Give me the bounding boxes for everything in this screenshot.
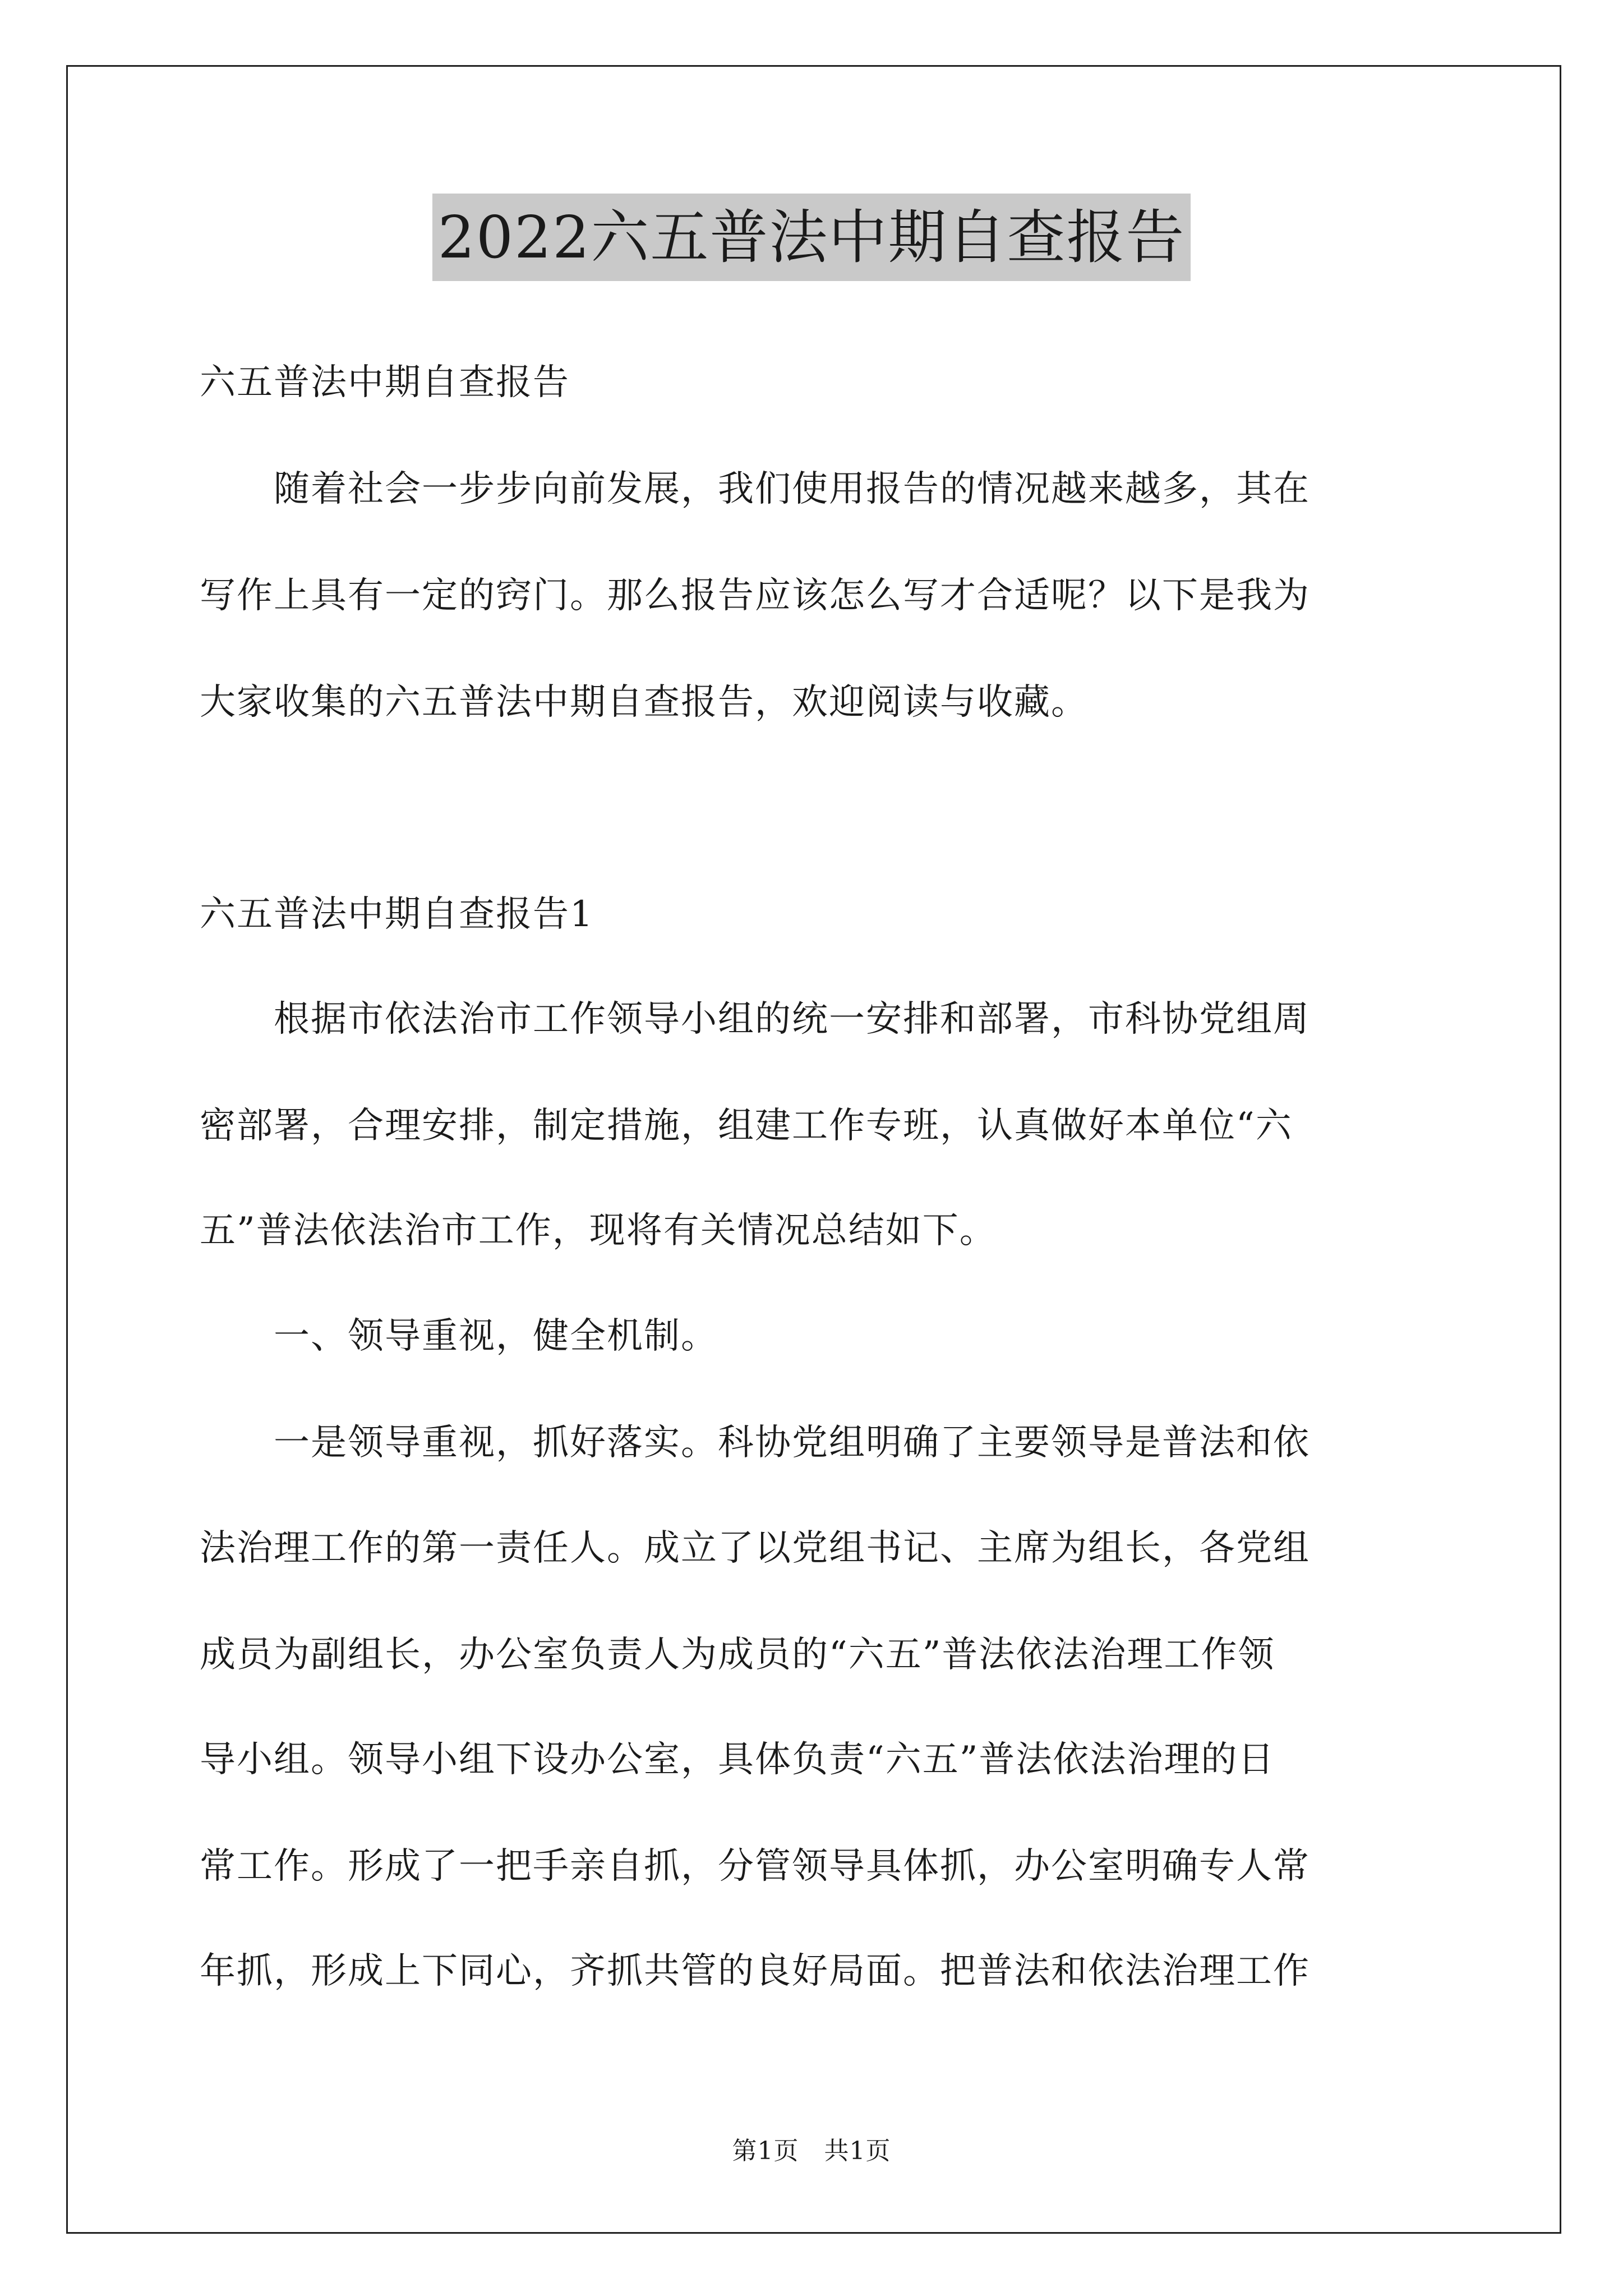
text-line: 随着社会一步步向前发展，我们使用报告的情况越来越多，其在	[200, 468, 1310, 510]
text-line: 常工作。形成了一把手亲自抓，分管领导具体抓，办公室明确专人常	[200, 1846, 1310, 1887]
text-line: 六五普法中期自查报告	[200, 362, 570, 403]
text-line: 一、领导重视，健全机制。	[200, 1315, 718, 1357]
document-title: 2022六五普法中期自查报告	[432, 194, 1191, 281]
text-line: 写作上具有一定的窍门。那么报告应该怎么写才合适呢？以下是我为	[200, 575, 1310, 616]
text-line: 根据市依法治市工作领导小组的统一安排和部署，市科协党组周	[200, 999, 1310, 1040]
text-line: 大家收集的六五普法中期自查报告，欢迎阅读与收藏。	[200, 682, 1088, 723]
text-line: 六五普法中期自查报告1	[200, 894, 594, 935]
title-container	[0, 194, 1623, 281]
text-line: 五”普法依法治市工作，现将有关情况总结如下。	[200, 1210, 997, 1251]
text-line: 法治理工作的第一责任人。成立了以党组书记、主席为组长，各党组	[200, 1527, 1310, 1569]
text-line: 密部署，合理安排，制定措施，组建工作专班，认真做好本单位“六	[200, 1105, 1293, 1147]
text-line: 一是领导重视，抓好落实。科协党组明确了主要领导是普法和依	[200, 1422, 1310, 1464]
page-footer: 第1页 共1页	[732, 2137, 891, 2165]
text-line: 导小组。领导小组下设办公室，具体负责“六五”普法依法治理的日	[200, 1739, 1275, 1780]
text-line: 年抓，形成上下同心，齐抓共管的良好局面。把普法和依法治理工作	[200, 1950, 1310, 1992]
text-line: 成员为副组长，办公室负责人为成员的“六五”普法依法治理工作领	[200, 1634, 1275, 1676]
